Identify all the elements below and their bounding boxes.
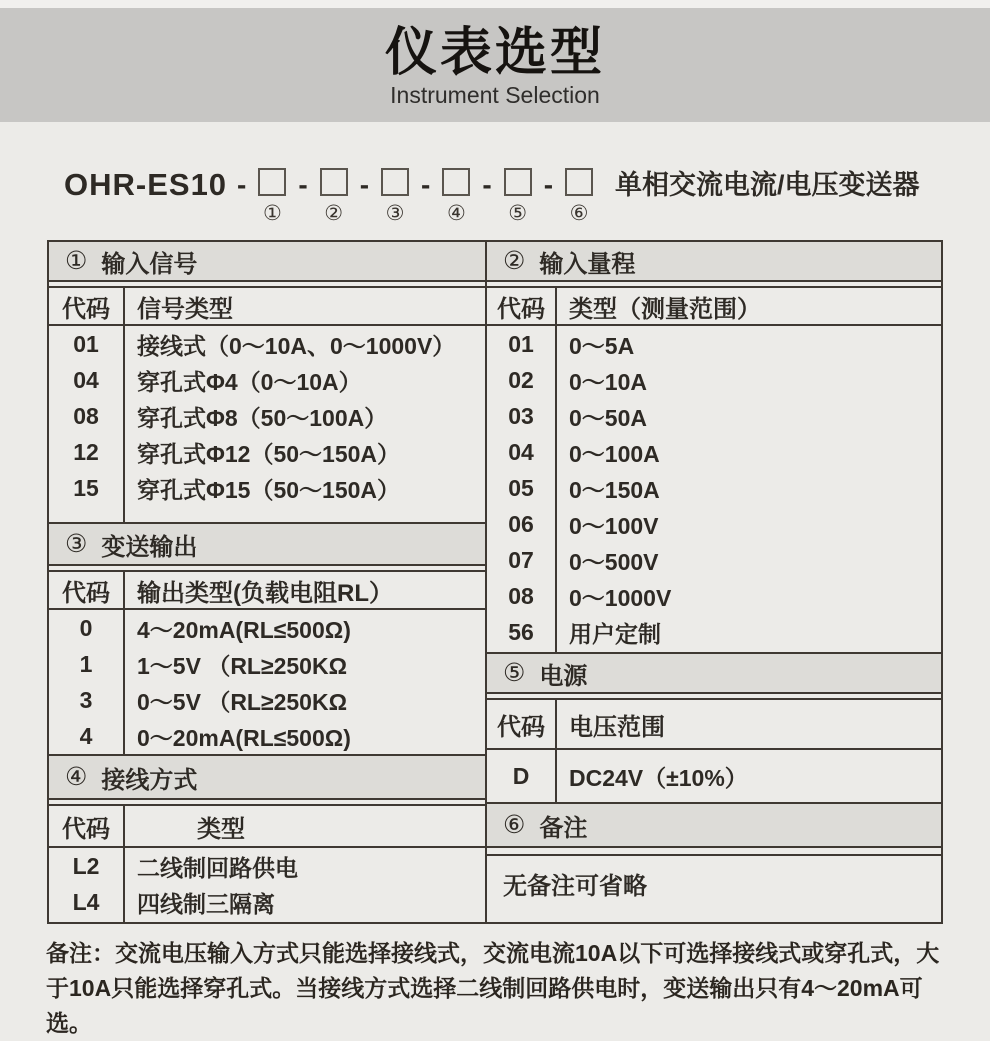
code-column <box>487 326 557 652</box>
section-band-label: 备注 <box>539 814 588 842</box>
code-cell: 56 <box>508 618 534 645</box>
type-cell: 0～50A <box>569 404 647 431</box>
wiring-rows <box>49 848 485 922</box>
code-header-cell: 代码 <box>49 288 125 324</box>
table-left-half <box>49 242 487 922</box>
section-number-icon: ⑤ <box>503 660 526 687</box>
type-cell: 0～1000V <box>569 584 672 611</box>
page-title: 仪表选型 <box>384 24 605 82</box>
model-slot-5 <box>502 168 534 224</box>
model-box-5 <box>504 168 532 196</box>
code-cell: 02 <box>508 366 534 393</box>
position-number-6: ⑥ <box>569 201 589 225</box>
section-number-icon: ④ <box>65 764 88 791</box>
power-rows <box>487 750 941 802</box>
section-band-label: 电源 <box>539 662 588 690</box>
input-range-rows <box>487 326 941 652</box>
code-column <box>49 848 125 922</box>
model-dash: - <box>421 169 431 200</box>
type-column <box>125 610 485 754</box>
wiring-header-row <box>49 804 485 848</box>
type-cell: 穿孔式Φ15（50～150A） <box>137 476 401 503</box>
model-box-6 <box>565 168 593 196</box>
code-cell: 3 <box>79 686 93 713</box>
code-cell: 4 <box>79 722 93 749</box>
type-cell: 穿孔式Φ12（50～150A） <box>137 440 401 467</box>
type-cell: 接线式（0～10A、0～1000V） <box>137 332 456 359</box>
model-dash: - <box>237 169 247 200</box>
model-box-1 <box>258 168 286 196</box>
model-dash: - <box>359 169 370 200</box>
type-column <box>125 848 485 922</box>
section-wiring-band <box>49 754 485 800</box>
position-number-1: ① <box>262 201 282 225</box>
type-cell: 用户定制 <box>569 620 661 647</box>
section-band-label: 输入信号 <box>101 250 198 278</box>
output-rows <box>49 610 485 754</box>
model-description: 单相交流电流/电压变送器 <box>615 170 920 200</box>
model-slot-2 <box>318 168 350 224</box>
remark-note-cell: 无备注可省略 <box>487 854 941 922</box>
code-header-cell: 代码 <box>487 700 557 748</box>
code-header-cell: 代码 <box>487 288 557 324</box>
position-number-4: ④ <box>446 201 466 225</box>
type-header-cell: 输出类型(负载电阻RL） <box>137 579 393 607</box>
power-header-row <box>487 698 941 750</box>
type-cell: 0～100A <box>569 440 660 467</box>
code-header-cell: 代码 <box>49 806 125 846</box>
code-cell: 08 <box>508 582 534 609</box>
code-cell: L2 <box>72 852 100 879</box>
type-column <box>557 326 941 652</box>
type-cell: DC24V（±10%） <box>569 764 748 791</box>
model-slot-4 <box>440 168 472 224</box>
model-dash: - <box>482 169 492 200</box>
section-number-icon: ⑥ <box>503 812 526 839</box>
section-number-icon: ② <box>503 248 526 275</box>
code-cell: 08 <box>73 402 99 429</box>
model-slot-3 <box>379 168 411 224</box>
code-cell: 03 <box>508 402 534 429</box>
code-column <box>49 326 125 522</box>
type-cell: 0～100V <box>569 512 659 539</box>
model-slot-1 <box>256 168 288 224</box>
code-cell: 01 <box>73 330 99 357</box>
position-number-5: ⑤ <box>508 201 528 225</box>
type-header-cell: 类型（测量范围） <box>569 295 761 323</box>
type-header-cell: 电压范围 <box>569 713 665 741</box>
type-cell: 0～10A <box>569 368 647 395</box>
section-band-label: 变送输出 <box>101 533 198 561</box>
code-header-cell: 代码 <box>49 572 125 608</box>
code-column <box>49 610 125 754</box>
type-cell: 穿孔式Φ4（0～10A） <box>137 368 362 395</box>
position-number-3: ③ <box>385 201 405 225</box>
footnote: 备注：交流电压输入方式只能选择接线式，交流电流10A以下可选择接线式或穿孔式，大于10A只能选择穿孔式。当接线方式选择二线制回路供电时，变送输出只有4～20mA可选。 <box>46 940 940 1036</box>
output-header-row <box>49 570 485 610</box>
type-cell: 0～150A <box>569 476 660 503</box>
section-power-band <box>487 652 941 694</box>
model-box-3 <box>381 168 409 196</box>
section-remark-band <box>487 802 941 848</box>
type-cell: 四线制三隔离 <box>137 890 275 917</box>
type-cell: 0～5A <box>569 332 635 359</box>
top-strip <box>0 0 990 8</box>
position-number-2: ② <box>324 201 344 225</box>
code-cell: L4 <box>72 888 100 915</box>
model-prefix: OHR-ES10 <box>64 167 228 202</box>
code-cell: 05 <box>508 474 534 501</box>
type-cell: 1～5V （RL≥250KΩ <box>137 652 348 679</box>
selection-table <box>47 240 943 924</box>
table-right-half <box>487 242 941 922</box>
type-column <box>557 750 941 802</box>
code-cell: 04 <box>73 366 99 393</box>
code-cell: 01 <box>508 330 534 357</box>
type-cell: 0～500V <box>569 548 659 575</box>
type-cell: 4～20mA(RL≤500Ω) <box>137 616 351 643</box>
model-code-row <box>64 168 990 224</box>
code-cell: 12 <box>73 438 99 465</box>
type-header-cell: 类型 <box>197 815 245 843</box>
model-box-2 <box>320 168 348 196</box>
section-band-label: 输入量程 <box>539 250 636 278</box>
section-number-icon: ① <box>65 248 88 275</box>
input-signal-header-row <box>49 286 485 326</box>
type-cell: 穿孔式Φ8（50～100A） <box>137 404 388 431</box>
code-cell: 15 <box>73 474 99 501</box>
type-column <box>125 326 485 522</box>
model-code-area <box>64 168 990 224</box>
input-signal-rows <box>49 326 485 522</box>
section-output-band <box>49 522 485 566</box>
section-band-label: 接线方式 <box>101 766 198 794</box>
section-number-icon: ③ <box>65 531 88 558</box>
code-cell: D <box>512 762 530 789</box>
code-cell: 0 <box>79 614 93 641</box>
section-input-range-band <box>487 242 941 282</box>
model-slot-6 <box>563 168 595 224</box>
model-dash: - <box>543 169 554 200</box>
type-cell: 0～5V （RL≥250KΩ <box>137 688 348 715</box>
type-cell: 二线制回路供电 <box>137 854 298 881</box>
model-dash: - <box>298 169 308 200</box>
code-column <box>487 750 557 802</box>
page-subtitle: Instrument Selection <box>390 82 600 108</box>
model-box-4 <box>442 168 470 196</box>
type-cell: 0～20mA(RL≤500Ω) <box>137 724 351 751</box>
section-input-signal-band <box>49 242 485 282</box>
type-header-cell: 信号类型 <box>137 295 233 323</box>
input-range-header-row <box>487 286 941 326</box>
code-cell: 04 <box>508 438 534 465</box>
code-cell: 1 <box>79 650 93 677</box>
page-header <box>0 8 990 122</box>
code-cell: 06 <box>508 510 534 537</box>
code-cell: 07 <box>508 546 534 573</box>
